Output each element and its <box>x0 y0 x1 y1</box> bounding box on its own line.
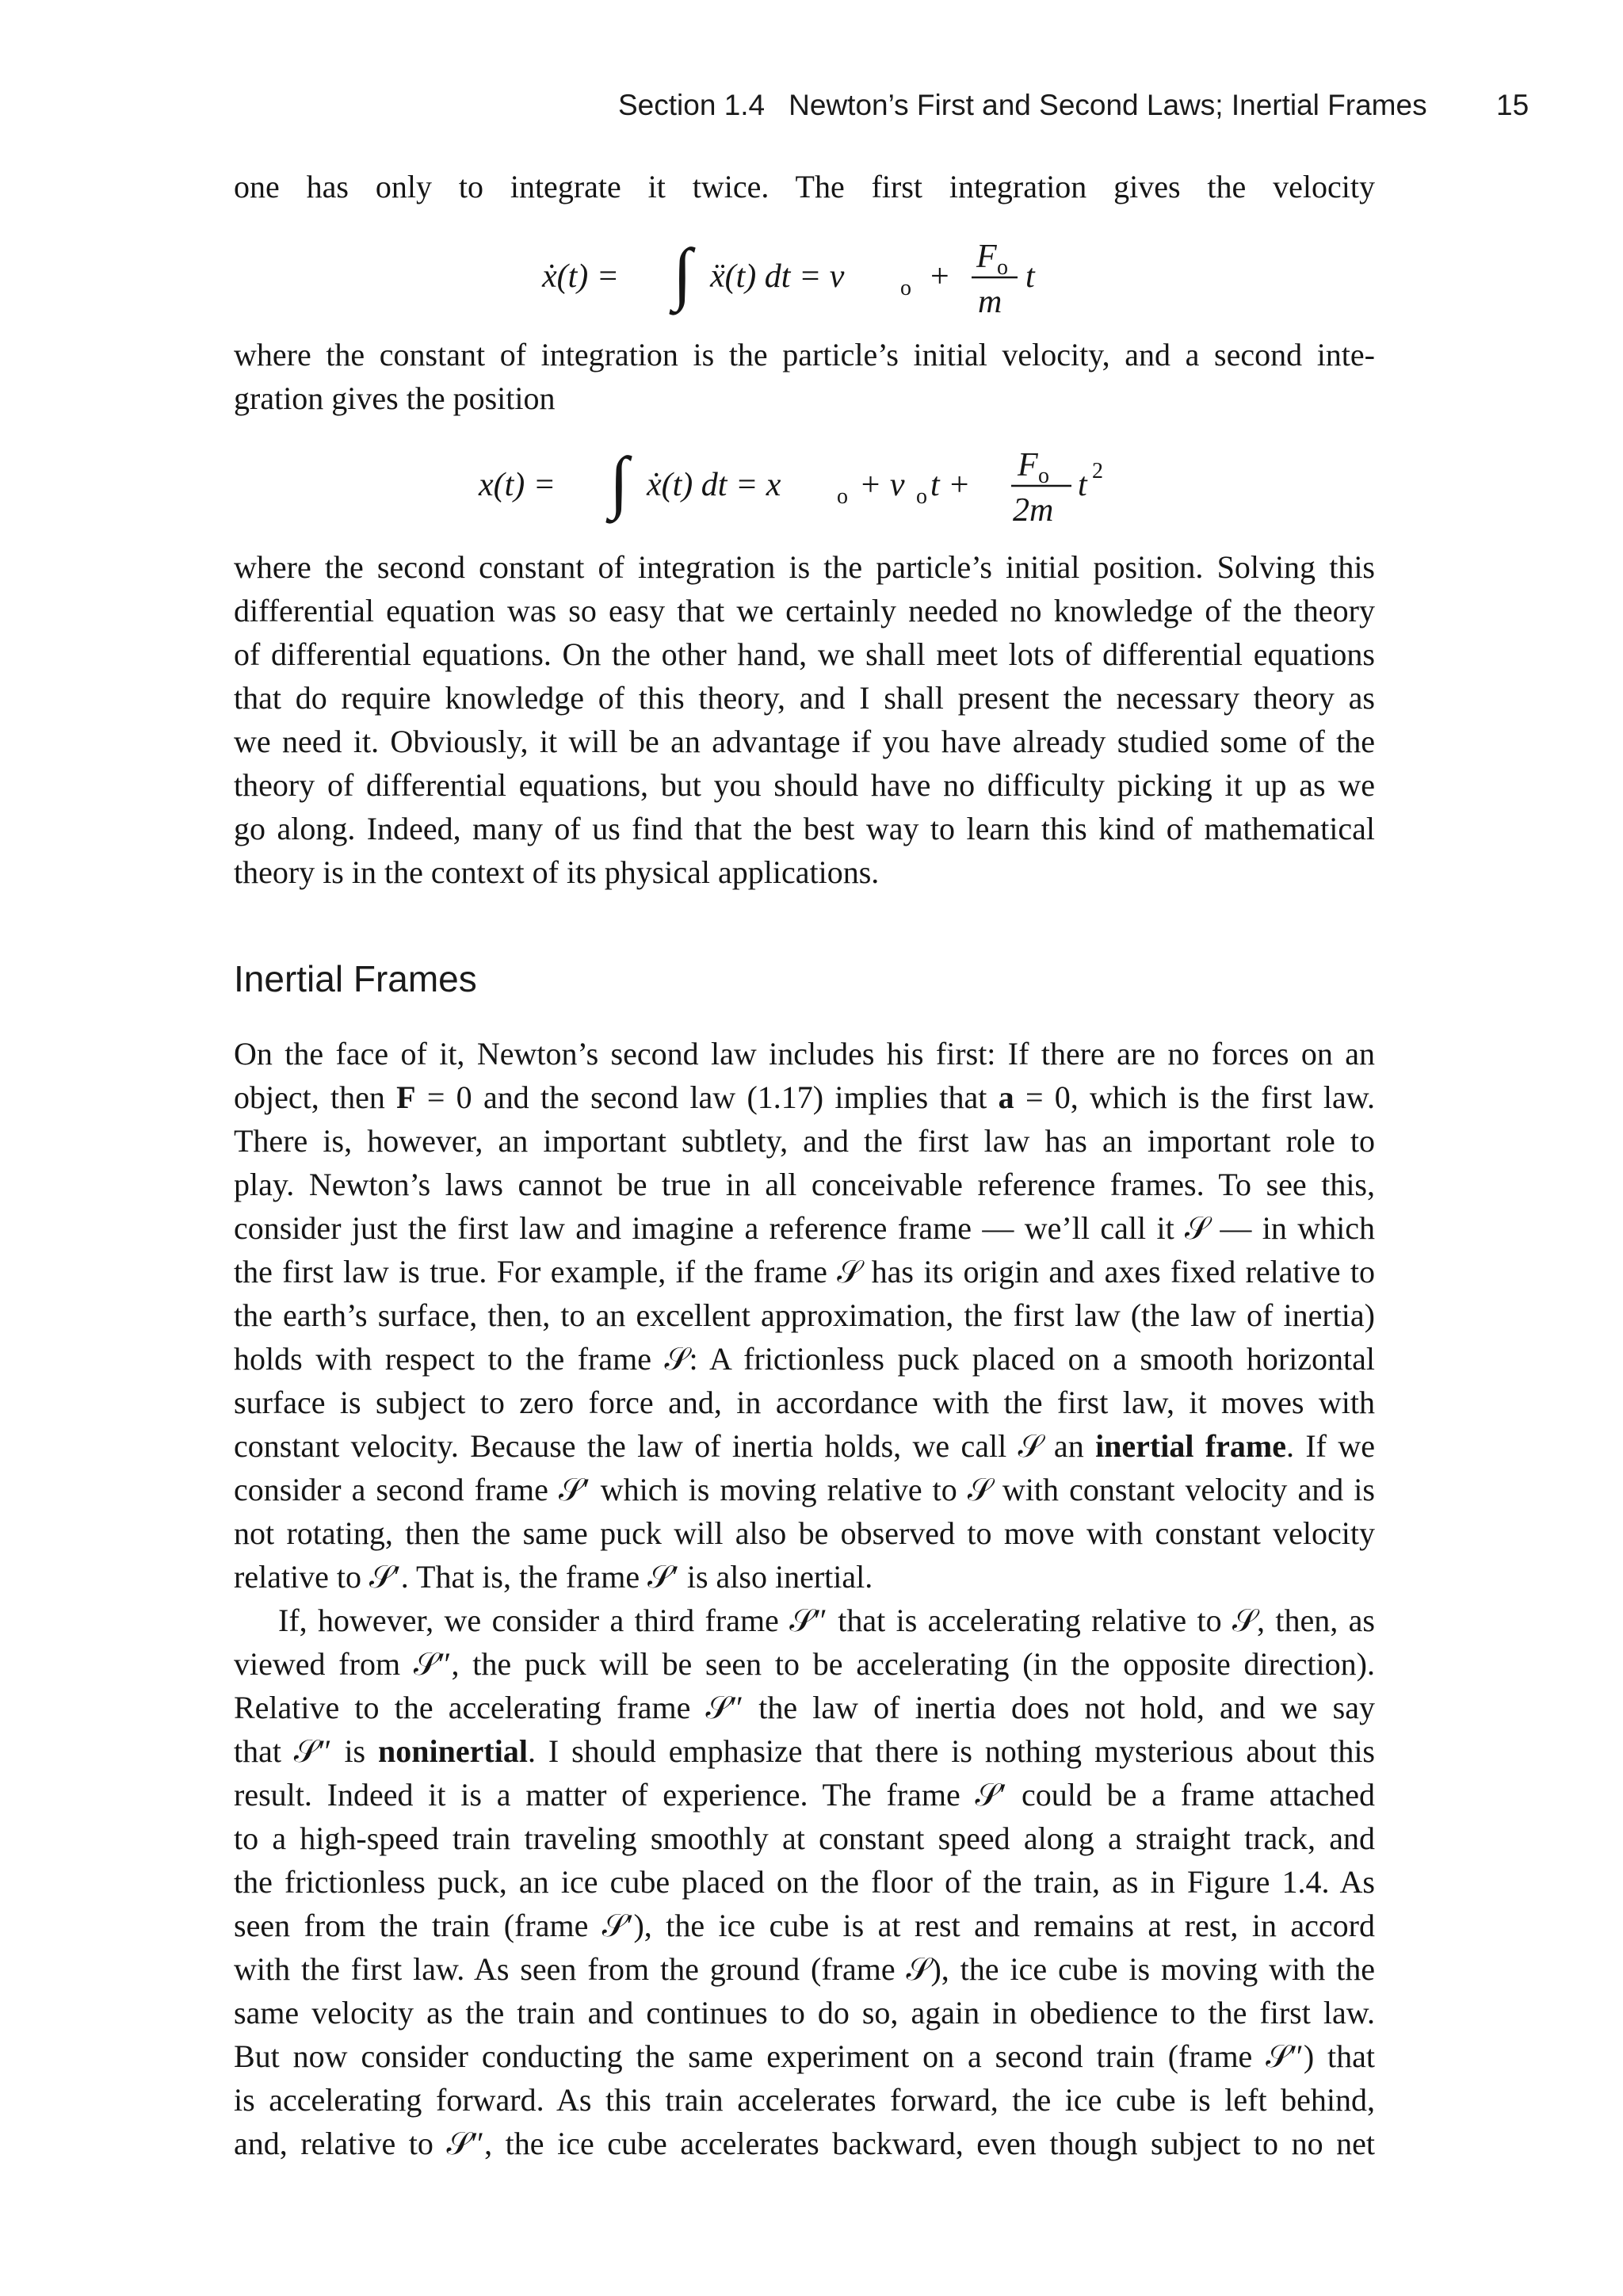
eq-tail: t <box>1078 467 1087 503</box>
eq-lhs: ẋ(t) = <box>542 258 620 295</box>
text-line: where the second constant of integration is the particle’s initial position. Solving this <box>234 549 1375 585</box>
frac-numerator: F <box>976 239 997 275</box>
frac-denominator: m <box>978 284 1002 320</box>
frac-numerator: F <box>1018 447 1038 483</box>
text-line: same velocity as the train and continues to do so, again in obedience to the first law. <box>234 1995 1375 2030</box>
text-line: relative to 𝒮′. That is, the frame 𝒮′ is also inertial. <box>234 1559 873 1595</box>
text-line <box>234 1599 1375 1642</box>
text-line: viewed from 𝒮″, the puck will be seen to be accelerating (in the opposite direction). <box>234 1646 1375 1682</box>
running-head-title: Newton’s First and Second Laws; Inertial Frames <box>789 89 1427 121</box>
running-head-section: Section 1.4 <box>618 89 766 121</box>
text-line: to a high-speed train traveling smoothly at constant speed along a straight track, and <box>234 1820 1375 1856</box>
integral-sign: ∫ <box>673 235 693 312</box>
text-line: Relative to the accelerating frame 𝒮″ the law of inertia does not hold, and we say <box>234 1690 1375 1725</box>
text-run: . If we <box>1286 1428 1376 1464</box>
frac-numerator-sub: o <box>997 255 1008 280</box>
equation-velocity-svg <box>526 223 1097 327</box>
text-line: of differential equations. On the other hand, we shall meet lots of differential equations <box>234 636 1375 672</box>
term-noninertial: noninertial <box>378 1733 528 1769</box>
section-heading: Inertial Frames <box>234 958 477 999</box>
paragraph-differential-equations <box>234 545 1375 894</box>
text-line: the first law is true. For example, if the frame 𝒮 has its origin and axes fixed relative to <box>234 1254 1375 1289</box>
text-run: that 𝒮″ is <box>234 1733 379 1769</box>
text-line: not rotating, then the same puck will also be observed to move with constant velocity <box>234 1515 1375 1551</box>
frac-denominator: 2m <box>1013 492 1054 529</box>
text-line: consider a second frame 𝒮′ which is moving relative to 𝒮 with constant velocity and is <box>234 1472 1375 1507</box>
text-line: On the face of it, Newton’s second law includes his first: If there are no forces on an <box>234 1036 1375 1072</box>
paragraph-noninertial-frames <box>234 1599 1375 2165</box>
text-line: play. Newton’s laws cannot be true in all conceivable reference frames. To see this, <box>234 1167 1375 1202</box>
text-line <box>234 1729 1375 1773</box>
text-line: and, relative to 𝒮″, the ice cube accelerates backward, even though subject to no net <box>234 2126 1375 2161</box>
text-line: result. Indeed it is a matter of experience. The frame 𝒮′ could be a frame attached <box>234 1777 1375 1813</box>
paragraph-inertial-frames <box>234 1032 1375 1599</box>
equation-position-svg <box>463 432 1160 535</box>
text-line: surface is subject to zero force and, in accordance with the first law, it moves with <box>234 1385 1375 1420</box>
text-line: that do require knowledge of this theory, and I shall present the necessary theory as <box>234 680 1375 716</box>
integral-sign: ∫ <box>609 444 629 521</box>
text-run: object, then <box>234 1079 397 1115</box>
text-line: with the first law. As seen from the ground (frame 𝒮), the ice cube is moving with the <box>234 1951 1375 1987</box>
text-line: we need it. Obviously, it will be an advantage if you have already studied some of the <box>234 724 1375 759</box>
paragraph-intro <box>234 165 1375 208</box>
force-vector-symbol: F <box>396 1079 416 1115</box>
eq-exponent: 2 <box>1092 459 1103 483</box>
text-line: theory is in the context of its physical applications. <box>234 854 880 890</box>
eq-integrand: ẍ(t) dt = v <box>710 258 845 295</box>
text-line: go along. Indeed, many of us find that the best way to learn this kind of mathematical <box>234 811 1375 846</box>
acceleration-vector-symbol: a <box>998 1079 1014 1115</box>
text-line: gration gives the position <box>234 380 556 416</box>
text-run: = 0, which is the first law. <box>1014 1079 1375 1115</box>
eq-sub: o <box>916 484 927 509</box>
equation-velocity <box>0 223 1623 327</box>
text-line: where the constant of integration is the particle’s initial velocity, and a second inte- <box>234 337 1375 372</box>
text-line: seen from the train (frame 𝒮′), the ice cube is at rest and remains at rest, in accord <box>234 1908 1375 1943</box>
text-line: differential equation was so easy that we certainly needed no knowledge of the theory <box>234 593 1375 628</box>
eq-sub: o <box>837 484 848 509</box>
text-line: one has only to integrate it twice. The first integration gives the velocity <box>234 169 1375 204</box>
text-line <box>234 1424 1375 1468</box>
text-run: constant velocity. Because the law of inertia holds, we call 𝒮 an <box>234 1428 1096 1464</box>
text-line: is accelerating forward. As this train accelerates forward, the ice cube is left behind, <box>234 2082 1375 2118</box>
text-line: the frictionless puck, an ice cube placed on the floor of the train, as in Figure 1.4. As <box>234 1864 1375 1900</box>
page-number: 15 <box>1496 89 1529 121</box>
eq-sub: o <box>900 276 911 300</box>
term-inertial-frame: inertial frame <box>1095 1428 1286 1464</box>
text-line: There is, however, an important subtlety, and the first law has an important role to <box>234 1123 1375 1159</box>
eq-lhs: x(t) = <box>479 467 556 503</box>
equation-position <box>0 432 1623 535</box>
running-head <box>618 89 1427 122</box>
text-run: = 0 and the second law (1.17) implies that <box>415 1079 999 1115</box>
eq-plus: + <box>930 258 949 295</box>
text-line: theory of differential equations, but you should have no difficulty picking it up as we <box>234 767 1375 803</box>
text-line: consider just the first law and imagine a reference frame — we’ll call it 𝒮 — in which <box>234 1210 1375 1246</box>
eq-tail: t <box>1025 258 1035 295</box>
text-line: holds with respect to the frame 𝒮: A frictionless puck placed on a smooth horizontal <box>234 1341 1375 1377</box>
eq-mid: + v <box>859 467 905 503</box>
text-run: If, however, we consider a third frame 𝒮″ that is accelerating relative to 𝒮, then, as <box>278 1603 1375 1638</box>
text-run: . I should emphasize that there is nothing mysterious about this <box>527 1733 1376 1769</box>
text-line: But now consider conducting the same experiment on a second train (frame 𝒮″) that <box>234 2038 1375 2074</box>
text-line <box>234 1075 1375 1119</box>
paragraph-constant-velocity <box>234 333 1375 420</box>
eq-integrand: ẋ(t) dt = x <box>647 467 781 503</box>
frac-numerator-sub: o <box>1038 464 1049 488</box>
eq-mid-tail: t + <box>930 467 971 503</box>
text-line: the earth’s surface, then, to an excellent approximation, the first law (the law of inertia) <box>234 1297 1375 1333</box>
